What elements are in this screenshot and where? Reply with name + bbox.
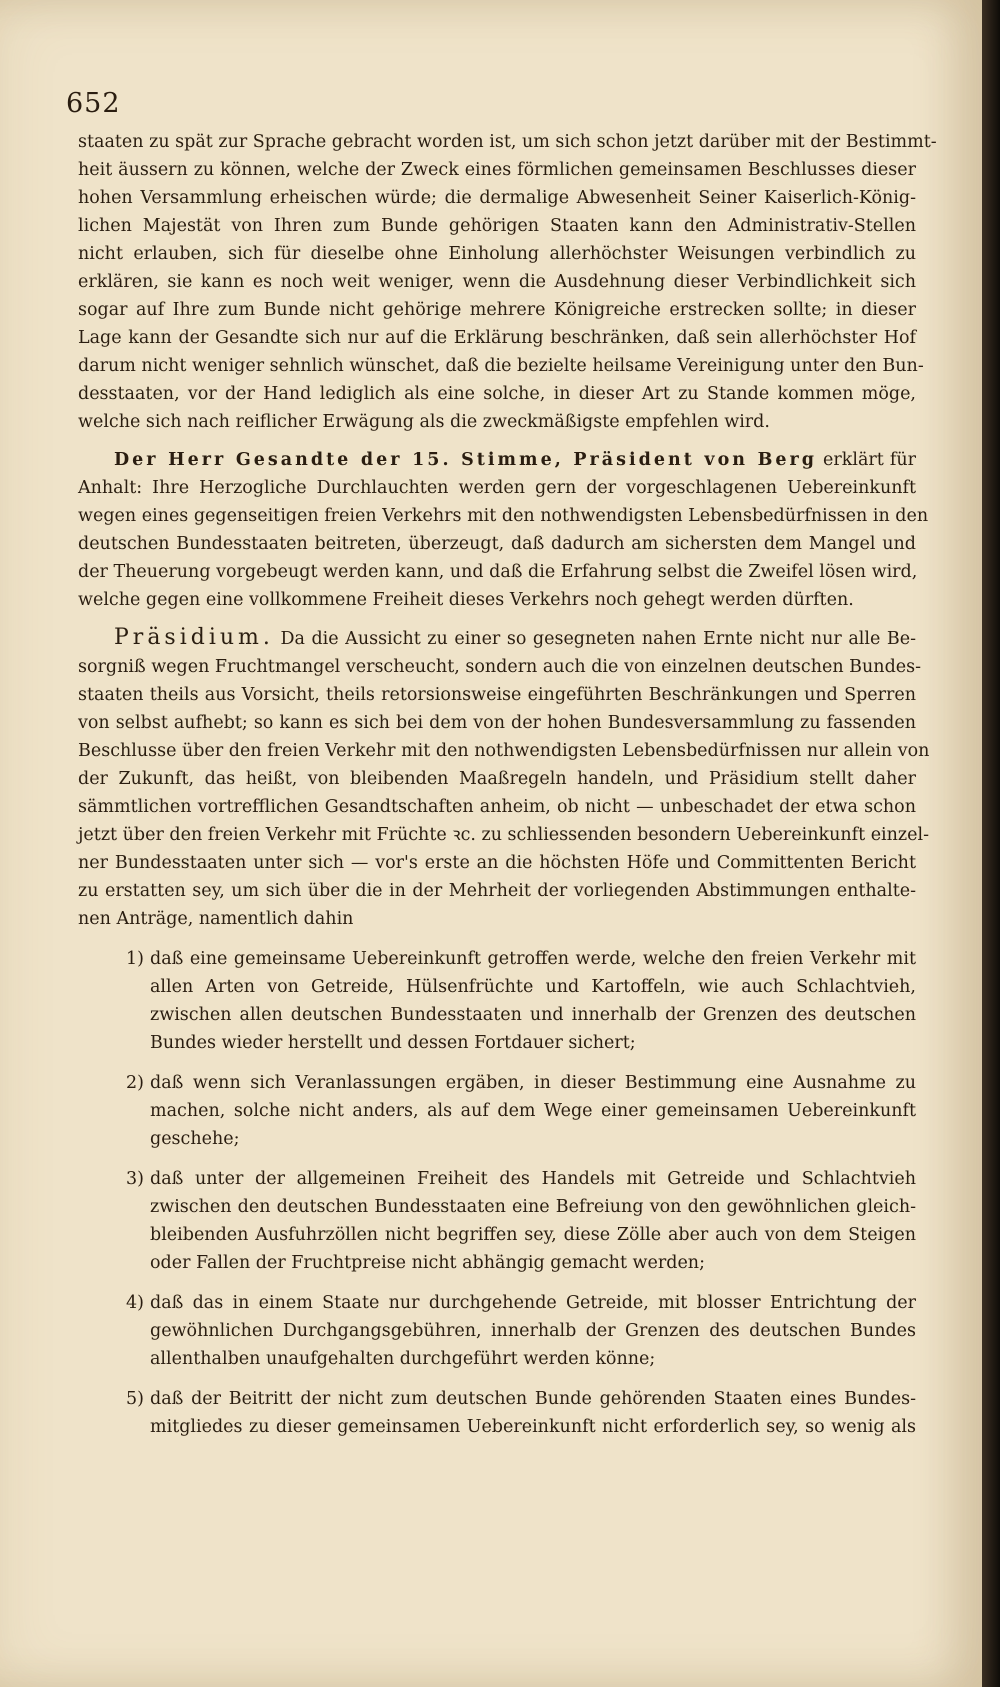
text-line: nicht erlauben, sich für dieselbe ohne Einholung allerhöchster Weisungen verbindlich zu	[78, 244, 916, 264]
text-line: gewöhnlichen Durchgangsgebühren, innerhalb der Grenzen des deutschen Bundes	[150, 1321, 916, 1341]
text-line: staaten theils aus Vorsicht, theils retorsionsweise eingeführten Beschränkungen und Sperren	[78, 685, 916, 705]
text-line: der Zukunft, das heißt, von bleibenden Maaßregeln handeln, und Präsidium stellt daher	[78, 769, 916, 789]
text-line: machen, solche nicht anders, als auf dem Wege einer gemeinsamen Uebereinkunft	[150, 1101, 916, 1121]
list-item	[78, 1289, 916, 1373]
paragraph-praesidium	[78, 624, 930, 933]
text-line: welche sich nach reiflicher Erwägung als die zweckmäßigste empfehlen wird.	[78, 412, 770, 432]
page-body	[78, 128, 937, 1441]
text-span: Da die Aussicht zu einer so gesegneten nahen Ernte nicht nur alle Be-	[273, 629, 916, 649]
text-line	[78, 446, 916, 474]
text-line: zu erstatten sey, um sich über die in der Mehrheit der vorliegenden Abstimmungen enthalte-	[78, 881, 916, 901]
list-item	[78, 1385, 916, 1441]
text-line: nen Anträge, namentlich dahin	[78, 909, 354, 929]
speaker-heading: Der Herr Gesandte der 15. Stimme, Präsident von Berg	[114, 450, 817, 470]
text-span: erklärt für	[816, 450, 916, 470]
text-line: von selbst aufhebt; so kann es sich bei dem von der hohen Bundesversammlung zu fassenden	[78, 713, 916, 733]
text-line: heit äussern zu können, welche der Zweck eines förmlichen gemeinsamen Beschlusses dieser	[78, 160, 916, 180]
text-line: Lage kann der Gesandte sich nur auf die Erklärung beschränken, daß sein allerhöchster Hof	[78, 328, 916, 348]
text-line: daß unter der allgemeinen Freiheit des Handels mit Getreide und Schlachtvieh	[150, 1169, 916, 1189]
text-line: mitgliedes zu dieser gemeinsamen Uebereinkunft nicht erforderlich sey, so wenig als	[150, 1417, 916, 1437]
text-line	[78, 624, 916, 653]
paragraph-austria	[78, 128, 937, 436]
paragraph-anhalt	[78, 446, 929, 614]
text-line: darum nicht weniger sehnlich wünschet, daß die bezielte heilsame Vereinigung unter den Bun-	[78, 356, 924, 376]
text-line: bleibenden Ausfuhrzöllen nicht begriffen sey, diese Zölle aber auch von dem Steigen	[150, 1225, 916, 1245]
text-line: Beschlusse über den freien Verkehr mit den nothwendigsten Lebensbedürfnissen nur allein von	[78, 741, 930, 761]
text-line: daß der Beitritt der nicht zum deutschen Bunde gehörenden Staaten eines Bundes-	[150, 1389, 916, 1409]
text-line: oder Fallen der Fruchtpreise nicht abhängig gemacht werden;	[150, 1253, 705, 1273]
text-line: sämmtlichen vortrefflichen Gesandtschaften anheim, ob nicht — unbeschadet der etwa schon	[78, 797, 916, 817]
text-line: erklären, sie kann es noch weit weniger, wenn die Ausdehnung dieser Verbindlichkeit sich	[78, 272, 916, 292]
text-line: ner Bundesstaaten unter sich — vor's erste an die höchsten Höfe und Committenten Bericht	[78, 853, 916, 873]
text-line: daß eine gemeinsame Uebereinkunft getroffen werde, welche den freien Verkehr mit	[150, 949, 916, 969]
text-line: Bundes wieder herstellt und dessen Fortdauer sichert;	[150, 1033, 636, 1053]
text-line: allen Arten von Getreide, Hülsenfrüchte und Kartoffeln, wie auch Schlachtvieh,	[150, 977, 916, 997]
text-line: welche gegen eine vollkommene Freiheit dieses Verkehrs noch gehegt werden dürften.	[78, 590, 854, 610]
item-number: 3)	[126, 1169, 144, 1189]
text-line: daß wenn sich Veranlassungen ergäben, in dieser Bestimmung eine Ausnahme zu	[150, 1073, 916, 1093]
list-item	[78, 1069, 916, 1153]
item-number: 2)	[126, 1073, 144, 1093]
text-line: geschehe;	[150, 1129, 240, 1149]
item-number: 4)	[126, 1293, 144, 1313]
text-line: der Theuerung vorgebeugt werden kann, und daß die Erfahrung selbst die Zweifel lösen wird,	[78, 562, 918, 582]
page-number: 652	[66, 88, 121, 119]
text-line: deutschen Bundesstaaten beitreten, überzeugt, daß dadurch am sichersten dem Mangel und	[78, 534, 916, 554]
text-line: allenthalben unaufgehalten durchgeführt werden könne;	[150, 1349, 656, 1369]
text-line: sorgniß wegen Fruchtmangel verscheucht, sondern auch die von einzelnen deutschen Bundes-	[78, 657, 922, 677]
text-line: Anhalt: Ihre Herzogliche Durchlauchten werden gern der vorgeschlagenen Uebereinkunft	[78, 478, 916, 498]
text-line: jetzt über den freien Verkehr mit Früchte ꝛc. zu schliessenden besondern Uebereinkunft einzel-	[78, 825, 930, 845]
text-line: daß das in einem Staate nur durchgehende Getreide, mit blosser Entrichtung der	[150, 1293, 916, 1313]
list-item	[78, 1165, 916, 1277]
item-number: 1)	[126, 949, 144, 969]
text-line: hohen Versammlung erheischen würde; die dermalige Abwesenheit Seiner Kaiserlich-König-	[78, 188, 916, 208]
text-line: sogar auf Ihre zum Bunde nicht gehörige mehrere Königreiche erstrecken sollte; in dieser	[78, 300, 916, 320]
text-line: staaten zu spät zur Sprache gebracht worden ist, um sich schon jetzt darüber mit der Bestimmt-	[78, 132, 937, 152]
text-line: zwischen allen deutschen Bundesstaaten und innerhalb der Grenzen des deutschen	[150, 1005, 916, 1025]
text-line: desstaaten, vor der Hand lediglich als eine solche, in dieser Art zu Stande kommen möge,	[78, 384, 916, 404]
item-number: 5)	[126, 1389, 144, 1409]
text-line: wegen eines gegenseitigen freien Verkehrs mit den nothwendigsten Lebensbedürfnissen in den	[78, 506, 929, 526]
list-item	[78, 945, 916, 1057]
text-line: zwischen den deutschen Bundesstaaten eine Befreiung von den gewöhnlichen gleich-	[150, 1197, 916, 1217]
text-line: lichen Majestät von Ihren zum Bunde gehörigen Staaten kann den Administrativ-Stellen	[78, 216, 916, 236]
praesidium-heading: Präsidium.	[114, 625, 274, 650]
book-spine-edge	[982, 0, 1000, 1687]
